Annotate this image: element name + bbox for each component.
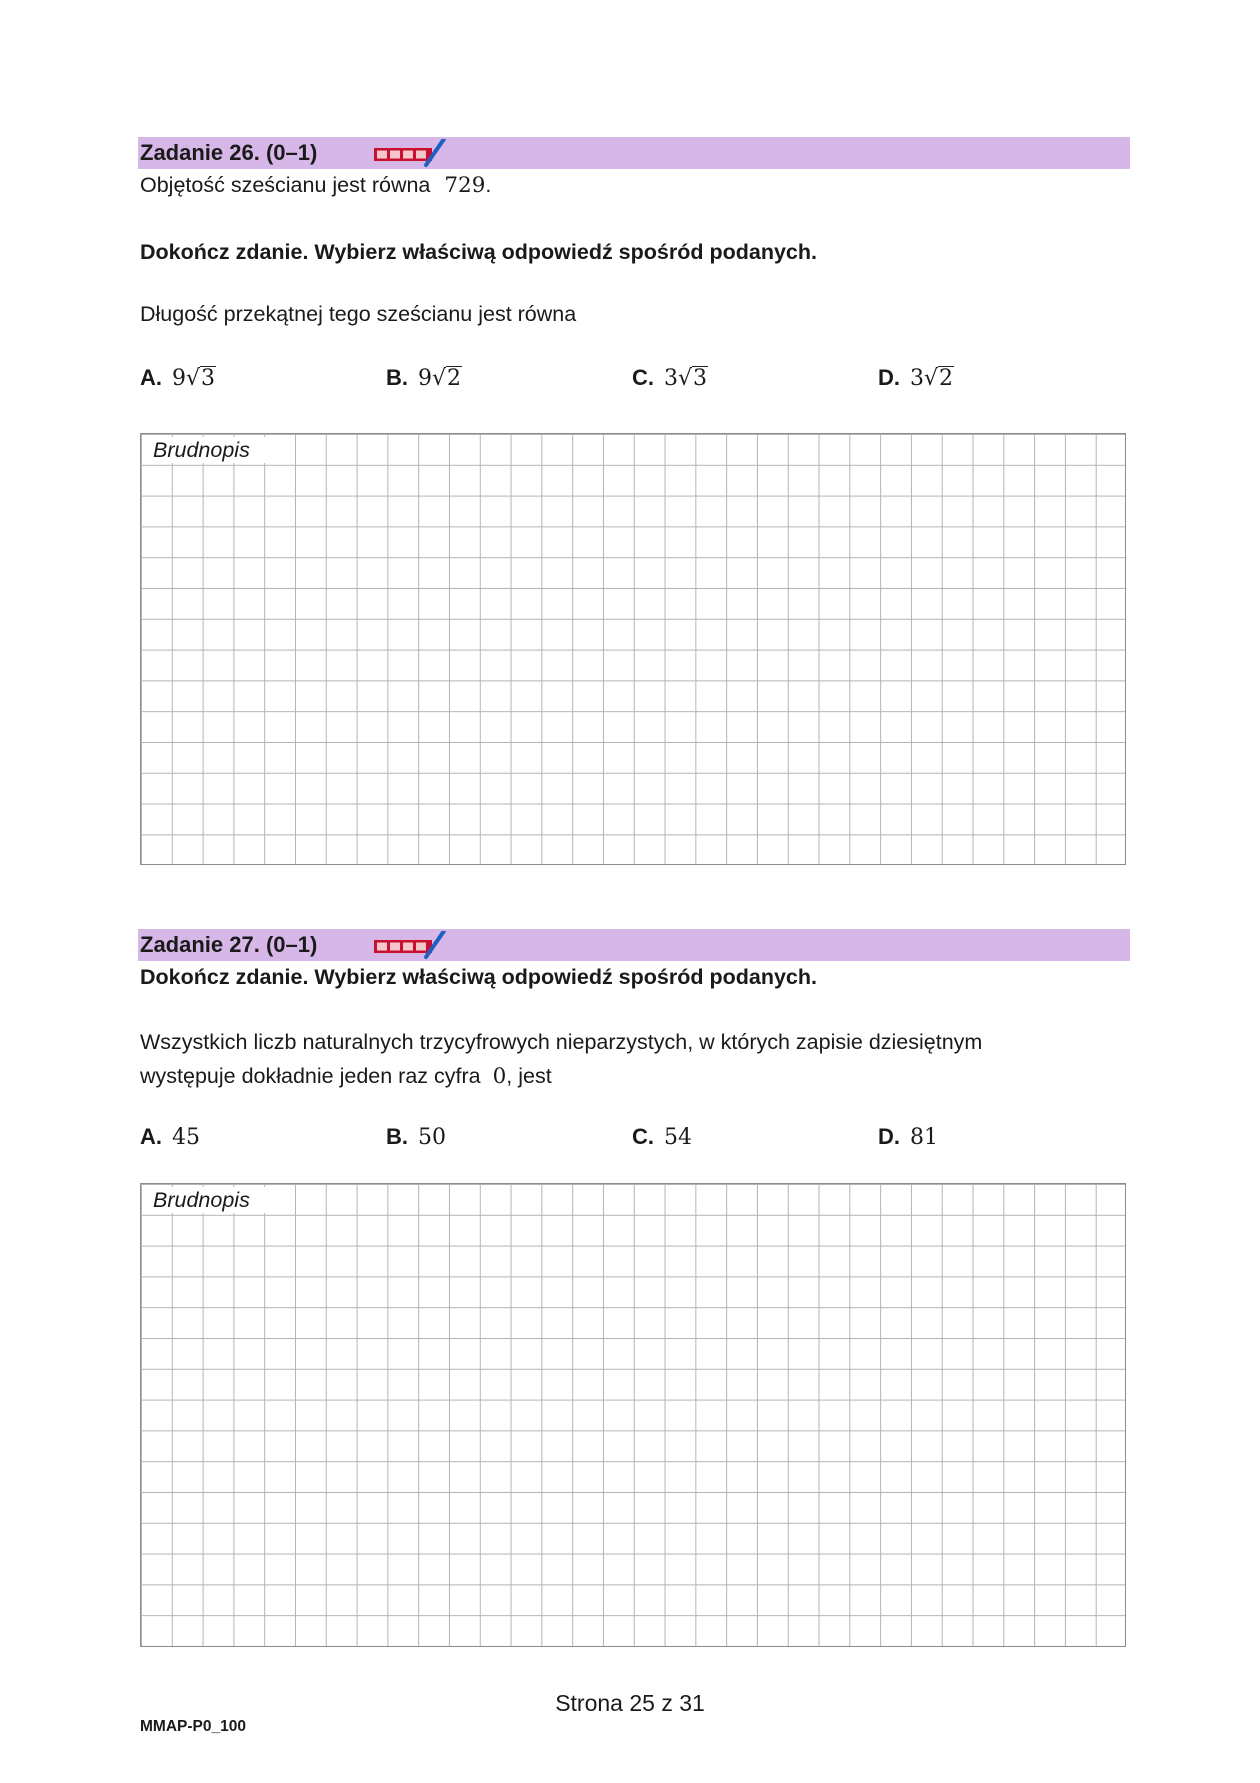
task-27-digit: 0 (492, 1064, 507, 1089)
option-label: D. (878, 365, 900, 390)
option-label: A. (140, 365, 162, 390)
scoring-boxes-pen-icon (366, 931, 446, 961)
task-26-intro (140, 173, 491, 198)
task-26-intro-end: . (485, 173, 492, 197)
option-label: C. (632, 365, 654, 390)
task-26-title: Zadanie 26. (0–1) (140, 140, 318, 165)
task-27-option-d[interactable] (878, 1124, 938, 1150)
option-radicand: 2 (447, 365, 462, 391)
sqrt-symbol: √ 3 (678, 365, 708, 391)
option-label: A. (140, 1124, 162, 1149)
task-27-option-a[interactable] (140, 1124, 200, 1150)
exam-code: MMAP-P0_100 (140, 1718, 246, 1735)
task-26-instruction: Dokończ zdanie. Wybierz właściwą odpowiedź spośród podanych. (140, 240, 817, 264)
option-radicand: 3 (693, 365, 708, 391)
option-label: B. (386, 1124, 408, 1149)
task-26-option-a[interactable] (140, 365, 216, 391)
sqrt-symbol: √ 2 (432, 365, 462, 391)
task-27-title: Zadanie 27. (0–1) (140, 932, 318, 957)
option-label: B. (386, 365, 408, 390)
option-coef: 9 (172, 366, 186, 391)
task-26-header (138, 137, 1130, 169)
option-coef: 3 (664, 366, 678, 391)
task-27-instruction: Dokończ zdanie. Wybierz właściwą odpowiedź spośród podanych. (140, 965, 817, 989)
task-27-scratch-grid[interactable] (140, 1183, 1126, 1647)
task-27-option-c[interactable] (632, 1124, 692, 1150)
task-26-option-b[interactable] (386, 365, 462, 391)
option-value: 81 (910, 1125, 938, 1150)
task-26-question: Długość przekątnej tego sześcianu jest równa (140, 302, 577, 326)
option-label: D. (878, 1124, 900, 1149)
option-coef: 3 (910, 366, 924, 391)
scratch-label: Brudnopis (153, 1187, 282, 1213)
task-26-option-c[interactable] (632, 365, 708, 391)
option-radicand: 3 (201, 365, 216, 391)
task-26-intro-text: Objętość sześcianu jest równa (140, 173, 431, 197)
sqrt-symbol: √ 3 (186, 365, 216, 391)
task-26-volume-value: 729 (444, 173, 486, 198)
task-27-question-start: występuje dokładnie jeden raz cyfra (140, 1064, 481, 1088)
scoring-boxes-pen-icon (366, 139, 446, 169)
task-27-question-end: , jest (506, 1064, 552, 1088)
task-26-option-d[interactable] (878, 365, 954, 391)
option-label: C. (632, 1124, 654, 1149)
option-value: 50 (418, 1125, 446, 1150)
option-radicand: 2 (939, 365, 954, 391)
task-26-scratch-grid[interactable] (140, 433, 1126, 865)
option-value: 54 (664, 1125, 692, 1150)
task-27-header (138, 929, 1130, 961)
task-27-question-line1: Wszystkich liczb naturalnych trzycyfrowych nieparzystych, w których zapisie dziesiętnym (140, 1030, 983, 1054)
option-coef: 9 (418, 366, 432, 391)
sqrt-symbol: √ 2 (924, 365, 954, 391)
task-27-option-b[interactable] (386, 1124, 446, 1150)
page-number: Strona 25 z 31 (555, 1690, 705, 1716)
task-27-question-line2 (140, 1064, 552, 1089)
option-value: 45 (172, 1125, 200, 1150)
scratch-label: Brudnopis (153, 437, 282, 463)
